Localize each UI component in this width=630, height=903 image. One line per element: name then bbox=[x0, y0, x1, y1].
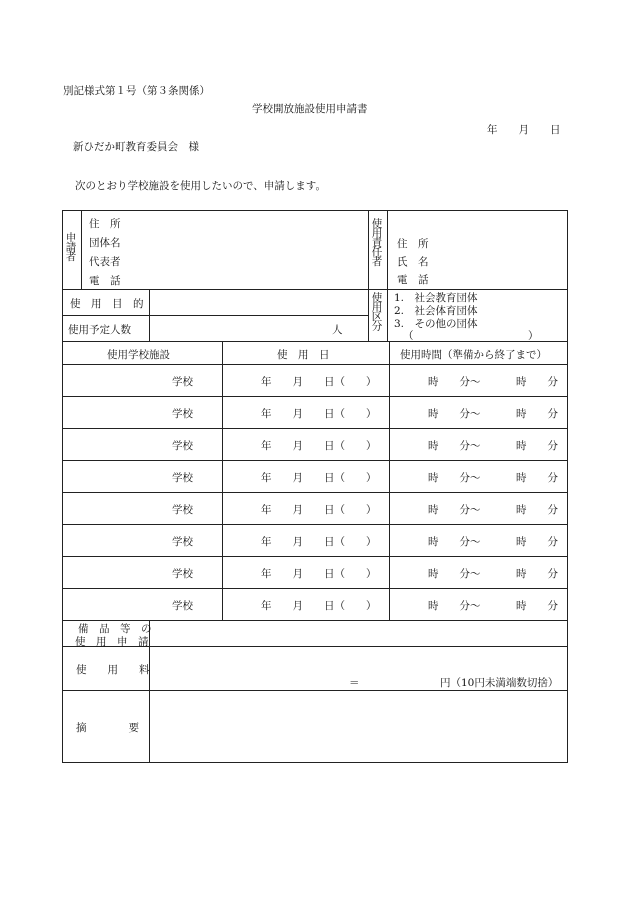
category-option-1[interactable]: 1. 社会教育団体 bbox=[394, 292, 478, 304]
category-other-input[interactable] bbox=[416, 328, 526, 340]
category-option-2[interactable]: 2. 社会体育団体 bbox=[394, 305, 478, 317]
schedule-date[interactable]: 年 月 日（ ） bbox=[261, 536, 377, 548]
applicant-input-area[interactable] bbox=[140, 212, 366, 287]
schedule-header-school: 使用学校施設 bbox=[107, 349, 170, 361]
purpose-label: 使 用 目 的 bbox=[70, 298, 144, 310]
fee-equals: ＝ bbox=[349, 677, 360, 689]
responsible-input-area[interactable] bbox=[440, 212, 565, 287]
remarks-input[interactable] bbox=[151, 692, 565, 760]
responsible-label: 使用責任者 bbox=[370, 218, 383, 266]
schedule-school: 学校 bbox=[172, 440, 193, 452]
schedule-date[interactable]: 年 月 日（ ） bbox=[261, 504, 377, 516]
schedule-school: 学校 bbox=[172, 472, 193, 484]
schedule-school: 学校 bbox=[172, 568, 193, 580]
schedule-time-start[interactable]: 時 分～ bbox=[428, 472, 481, 484]
equipment-input[interactable] bbox=[151, 622, 565, 644]
fee-input[interactable] bbox=[151, 648, 341, 688]
schedule-time-start[interactable]: 時 分～ bbox=[428, 504, 481, 516]
headcount-label: 使用予定人数 bbox=[68, 324, 131, 336]
schedule-time-start[interactable]: 時 分～ bbox=[428, 408, 481, 420]
purpose-input[interactable] bbox=[151, 291, 367, 313]
equipment-label-2: 使 用 申 請 bbox=[75, 636, 149, 648]
applicant-address-label: 住 所 bbox=[89, 218, 121, 230]
schedule-header-time: 使用時間（準備から終了まで） bbox=[400, 349, 547, 361]
schedule-time-start[interactable]: 時 分～ bbox=[428, 568, 481, 580]
schedule-date[interactable]: 年 月 日（ ） bbox=[261, 408, 377, 420]
form-number: 別記様式第１号（第３条関係） bbox=[63, 85, 210, 97]
schedule-time-end[interactable]: 時 分 bbox=[516, 504, 558, 516]
schedule-time-end[interactable]: 時 分 bbox=[516, 568, 558, 580]
headcount-unit: 人 bbox=[332, 324, 343, 336]
schedule-time-end[interactable]: 時 分 bbox=[516, 600, 558, 612]
remarks-label: 摘 要 bbox=[76, 722, 139, 734]
schedule-time-start[interactable]: 時 分～ bbox=[428, 440, 481, 452]
schedule-date[interactable]: 年 月 日（ ） bbox=[261, 600, 377, 612]
applicant-phone-label: 電 話 bbox=[89, 275, 121, 287]
schedule-header-date: 使 用 日 bbox=[277, 349, 330, 361]
intro-text: 次のとおり学校施設を使用したいので、申請します。 bbox=[75, 180, 326, 192]
schedule-date[interactable]: 年 月 日（ ） bbox=[261, 376, 377, 388]
responsible-name-label: 氏 名 bbox=[397, 256, 429, 268]
schedule-time-end[interactable]: 時 分 bbox=[516, 440, 558, 452]
form-title: 学校開放施設使用申請書 bbox=[252, 103, 368, 115]
responsible-phone-label: 電 話 bbox=[397, 274, 429, 286]
schedule-time-start[interactable]: 時 分～ bbox=[428, 600, 481, 612]
fee-amount-suffix: 円（10円未満端数切捨） bbox=[440, 677, 559, 689]
equipment-label-1: 備 品 等 の bbox=[78, 623, 152, 635]
schedule-time-end[interactable]: 時 分 bbox=[516, 536, 558, 548]
applicant-group-label: 団体名 bbox=[89, 237, 121, 249]
schedule-school: 学校 bbox=[172, 376, 193, 388]
schedule-time-start[interactable]: 時 分～ bbox=[428, 376, 481, 388]
date-line[interactable]: 年 月 日 bbox=[487, 124, 561, 136]
category-option-3[interactable]: 3. その他の団体 bbox=[394, 318, 478, 330]
schedule-date[interactable]: 年 月 日（ ） bbox=[261, 472, 377, 484]
category-label: 使用区分 bbox=[370, 292, 383, 330]
schedule-date[interactable]: 年 月 日（ ） bbox=[261, 568, 377, 580]
fee-label: 使 用 料 bbox=[76, 664, 150, 676]
schedule-school: 学校 bbox=[172, 408, 193, 420]
responsible-address-label: 住 所 bbox=[397, 238, 429, 250]
headcount-input[interactable] bbox=[151, 317, 331, 339]
category-other-open: （ bbox=[403, 330, 414, 342]
schedule-time-end[interactable]: 時 分 bbox=[516, 472, 558, 484]
category-other-close: ） bbox=[528, 330, 539, 342]
schedule-time-end[interactable]: 時 分 bbox=[516, 408, 558, 420]
schedule-date[interactable]: 年 月 日（ ） bbox=[261, 440, 377, 452]
applicant-label: 申請者 bbox=[64, 232, 77, 261]
schedule-time-start[interactable]: 時 分～ bbox=[428, 536, 481, 548]
addressee: 新ひだか町教育委員会 様 bbox=[73, 141, 199, 153]
schedule-time-end[interactable]: 時 分 bbox=[516, 376, 558, 388]
schedule-school: 学校 bbox=[172, 504, 193, 516]
schedule-school: 学校 bbox=[172, 600, 193, 612]
applicant-rep-label: 代表者 bbox=[89, 256, 121, 268]
schedule-school: 学校 bbox=[172, 536, 193, 548]
